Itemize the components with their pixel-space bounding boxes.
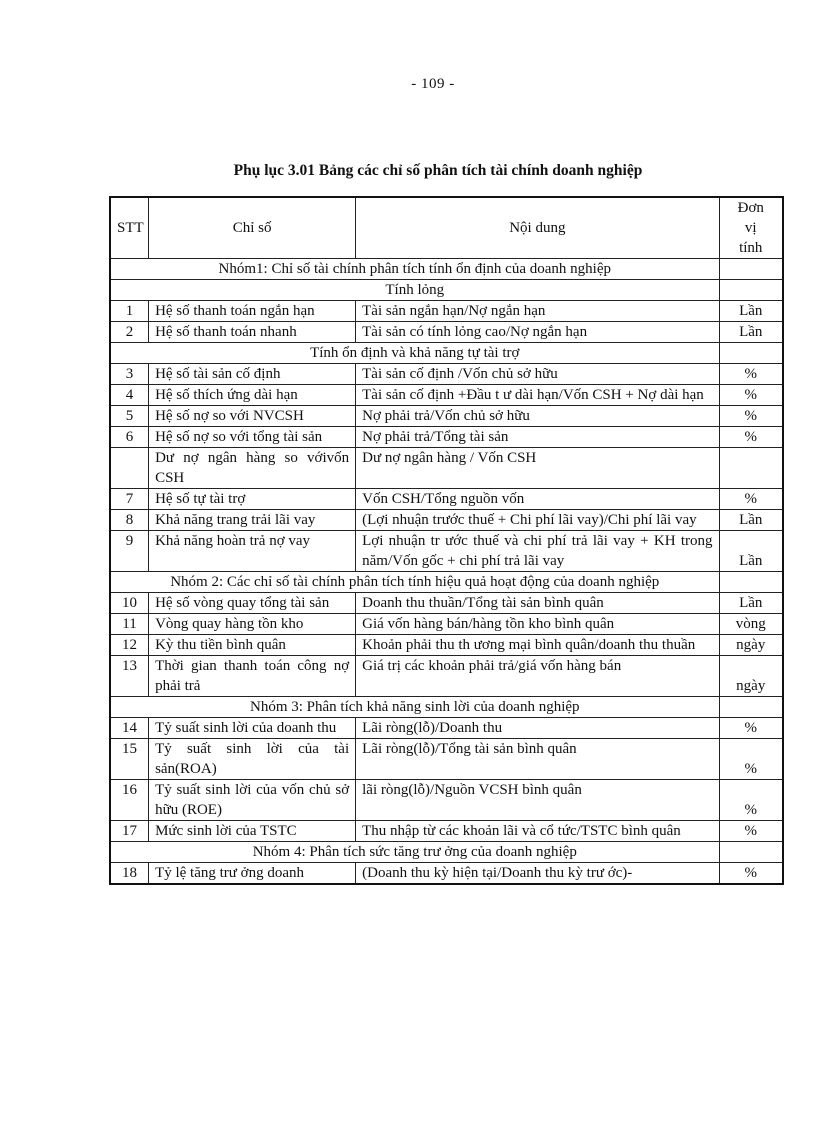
indicator-content-cell: Giá vốn hàng bán/hàng tồn kho bình quân bbox=[356, 614, 719, 635]
group-unit-cell bbox=[719, 280, 783, 301]
indicator-name-cell: Hệ số thanh toán nhanh bbox=[149, 322, 356, 343]
stt-cell: 13 bbox=[110, 656, 149, 697]
table-body bbox=[110, 259, 783, 885]
indicator-content-cell: Lợi nhuận tr ước thuế và chi phí trả lãi vay + KH trong năm/Vốn gốc + chi phí trả lãi vay bbox=[356, 531, 719, 572]
table-row bbox=[110, 322, 783, 343]
stt-cell: 3 bbox=[110, 364, 149, 385]
table-row bbox=[110, 427, 783, 448]
page-number: - 109 - bbox=[411, 76, 455, 92]
indicator-name-cell: Hệ số nợ so với tổng tài sản bbox=[149, 427, 356, 448]
group-label: Nhóm 2: Các chỉ số tài chính phân tích tính hiệu quả hoạt động của doanh nghiệp bbox=[110, 572, 719, 593]
group-row bbox=[110, 259, 783, 280]
stt-cell: 1 bbox=[110, 301, 149, 322]
table-row bbox=[110, 489, 783, 510]
indicator-name-cell: Hệ số nợ so với NVCSH bbox=[149, 406, 356, 427]
stt-cell: 6 bbox=[110, 427, 149, 448]
stt-cell: 16 bbox=[110, 780, 149, 821]
indicator-name-cell: Tỷ lệ tăng trư ởng doanh bbox=[149, 863, 356, 885]
indicator-name-cell: Hệ số thích ứng dài hạn bbox=[149, 385, 356, 406]
indicator-content-cell: Nợ phải trả/Tổng tài sản bbox=[356, 427, 719, 448]
indicator-content-cell: Dư nợ ngân hàng / Vốn CSH bbox=[356, 448, 719, 489]
unit-cell: Lần bbox=[719, 322, 783, 343]
group-label: Nhóm 3: Phân tích khả năng sinh lời của doanh nghiệp bbox=[110, 697, 719, 718]
indicator-content-cell: Tài sản cố định +Đầu t ư dài hạn/Vốn CSH + Nợ dài hạn bbox=[356, 385, 719, 406]
unit-cell bbox=[719, 448, 783, 489]
indicator-content-cell: Thu nhập từ các khoản lãi và cổ tức/TSTC bình quân bbox=[356, 821, 719, 842]
indicator-content-cell: Nợ phải trả/Vốn chủ sở hữu bbox=[356, 406, 719, 427]
indicator-name-cell: Khả năng hoàn trả nợ vay bbox=[149, 531, 356, 572]
table-row bbox=[110, 635, 783, 656]
unit-cell: % bbox=[719, 863, 783, 885]
indicator-name-cell: Kỳ thu tiền bình quân bbox=[149, 635, 356, 656]
stt-cell: 7 bbox=[110, 489, 149, 510]
indicator-name-cell: Hệ số vòng quay tổng tài sản bbox=[149, 593, 356, 614]
unit-cell: Lần bbox=[719, 593, 783, 614]
table-row bbox=[110, 821, 783, 842]
indicator-content-cell: (Lợi nhuận trước thuế + Chi phí lãi vay)/Chi phí lãi vay bbox=[356, 510, 719, 531]
header-unit-line: vị bbox=[744, 220, 757, 236]
header-unit-line: tính bbox=[739, 240, 763, 256]
group-unit-cell bbox=[719, 259, 783, 280]
subgroup-label: Tính lỏng bbox=[110, 280, 719, 301]
unit-cell: Lần bbox=[719, 301, 783, 322]
stt-cell bbox=[110, 448, 149, 489]
unit-cell: % bbox=[719, 427, 783, 448]
stt-cell: 2 bbox=[110, 322, 149, 343]
table-row bbox=[110, 448, 783, 489]
document-title: Phụ lục 3.01 Bảng các chỉ số phân tích tài chính doanh nghiệp bbox=[233, 162, 643, 179]
header-stt: STT bbox=[110, 197, 149, 259]
unit-cell: ngày bbox=[719, 656, 783, 697]
stt-cell: 10 bbox=[110, 593, 149, 614]
indicator-content-cell: Tài sản có tính lỏng cao/Nợ ngắn hạn bbox=[356, 322, 719, 343]
indicator-content-cell: Vốn CSH/Tổng nguồn vốn bbox=[356, 489, 719, 510]
unit-cell: vòng bbox=[719, 614, 783, 635]
indicator-content-cell: lãi ròng(lỗ)/Nguồn VCSH bình quân bbox=[356, 780, 719, 821]
stt-cell: 15 bbox=[110, 739, 149, 780]
table-row bbox=[110, 656, 783, 697]
indicator-content-cell: Lãi ròng(lỗ)/Doanh thu bbox=[356, 718, 719, 739]
indicator-content-cell: Doanh thu thuần/Tổng tài sản bình quân bbox=[356, 593, 719, 614]
group-label: Nhóm1: Chỉ số tài chính phân tích tính ổn định của doanh nghiệp bbox=[110, 259, 719, 280]
table-row bbox=[110, 364, 783, 385]
table-row bbox=[110, 301, 783, 322]
table-row bbox=[110, 614, 783, 635]
table-row bbox=[110, 863, 783, 885]
header-unit bbox=[719, 197, 783, 259]
indicator-name-cell: Tỷ suất sinh lời của doanh thu bbox=[149, 718, 356, 739]
indicator-name-cell: Hệ số thanh toán ngắn hạn bbox=[149, 301, 356, 322]
stt-cell: 5 bbox=[110, 406, 149, 427]
header-content: Nội dung bbox=[356, 197, 719, 259]
unit-cell: % bbox=[719, 406, 783, 427]
indicator-content-cell: Lãi ròng(lỗ)/Tổng tài sản bình quân bbox=[356, 739, 719, 780]
subgroup-row bbox=[110, 280, 783, 301]
indicator-content-cell: Tài sản ngắn hạn/Nợ ngắn hạn bbox=[356, 301, 719, 322]
table-row bbox=[110, 718, 783, 739]
table-row bbox=[110, 510, 783, 531]
stt-cell: 9 bbox=[110, 531, 149, 572]
stt-cell: 4 bbox=[110, 385, 149, 406]
table-row bbox=[110, 780, 783, 821]
indicator-name-cell: Vòng quay hàng tồn kho bbox=[149, 614, 356, 635]
indicator-name-cell: Tỷ suất sinh lời của vốn chủ sở hữu (ROE) bbox=[149, 780, 356, 821]
group-unit-cell bbox=[719, 842, 783, 863]
header-name: Chỉ số bbox=[149, 197, 356, 259]
unit-cell: % bbox=[719, 821, 783, 842]
group-row bbox=[110, 697, 783, 718]
unit-cell: Lần bbox=[719, 531, 783, 572]
group-unit-cell bbox=[719, 697, 783, 718]
unit-cell: % bbox=[719, 489, 783, 510]
unit-cell: % bbox=[719, 739, 783, 780]
indicator-content-cell: Tài sản cố định /Vốn chủ sở hữu bbox=[356, 364, 719, 385]
indicator-name-cell: Khả năng trang trải lãi vay bbox=[149, 510, 356, 531]
indicator-name-cell: Dư nợ ngân hàng so vớivốn CSH bbox=[149, 448, 356, 489]
table-row bbox=[110, 593, 783, 614]
unit-cell: % bbox=[719, 364, 783, 385]
subgroup-label: Tính ổn định và khả năng tự tài trợ bbox=[110, 343, 719, 364]
table-header-row bbox=[110, 197, 783, 259]
financial-ratio-table bbox=[109, 196, 784, 885]
indicator-name-cell: Hệ số tài sản cố định bbox=[149, 364, 356, 385]
subgroup-row bbox=[110, 343, 783, 364]
stt-cell: 8 bbox=[110, 510, 149, 531]
table-row bbox=[110, 531, 783, 572]
indicator-name-cell: Tỷ suất sinh lời của tài sản(ROA) bbox=[149, 739, 356, 780]
group-row bbox=[110, 842, 783, 863]
stt-cell: 11 bbox=[110, 614, 149, 635]
indicator-content-cell: Giá trị các khoản phải trả/giá vốn hàng bán bbox=[356, 656, 719, 697]
unit-cell: % bbox=[719, 385, 783, 406]
group-unit-cell bbox=[719, 343, 783, 364]
table-row bbox=[110, 739, 783, 780]
table-row bbox=[110, 406, 783, 427]
group-unit-cell bbox=[719, 572, 783, 593]
unit-cell: % bbox=[719, 780, 783, 821]
stt-cell: 17 bbox=[110, 821, 149, 842]
indicator-name-cell: Mức sinh lời của TSTC bbox=[149, 821, 356, 842]
indicator-name-cell: Hệ số tự tài trợ bbox=[149, 489, 356, 510]
unit-cell: ngày bbox=[719, 635, 783, 656]
group-row bbox=[110, 572, 783, 593]
stt-cell: 12 bbox=[110, 635, 149, 656]
group-label: Nhóm 4: Phân tích sức tăng trư ởng của doanh nghiệp bbox=[110, 842, 719, 863]
indicator-content-cell: (Doanh thu kỳ hiện tại/Doanh thu kỳ trư ớc)- bbox=[356, 863, 719, 885]
unit-cell: Lần bbox=[719, 510, 783, 531]
table-row bbox=[110, 385, 783, 406]
unit-cell: % bbox=[719, 718, 783, 739]
stt-cell: 18 bbox=[110, 863, 149, 885]
stt-cell: 14 bbox=[110, 718, 149, 739]
indicator-content-cell: Khoản phải thu th ương mại bình quân/doanh thu thuần bbox=[356, 635, 719, 656]
indicator-name-cell: Thời gian thanh toán công nợ phải trả bbox=[149, 656, 356, 697]
header-unit-line: Đơn bbox=[737, 200, 764, 216]
